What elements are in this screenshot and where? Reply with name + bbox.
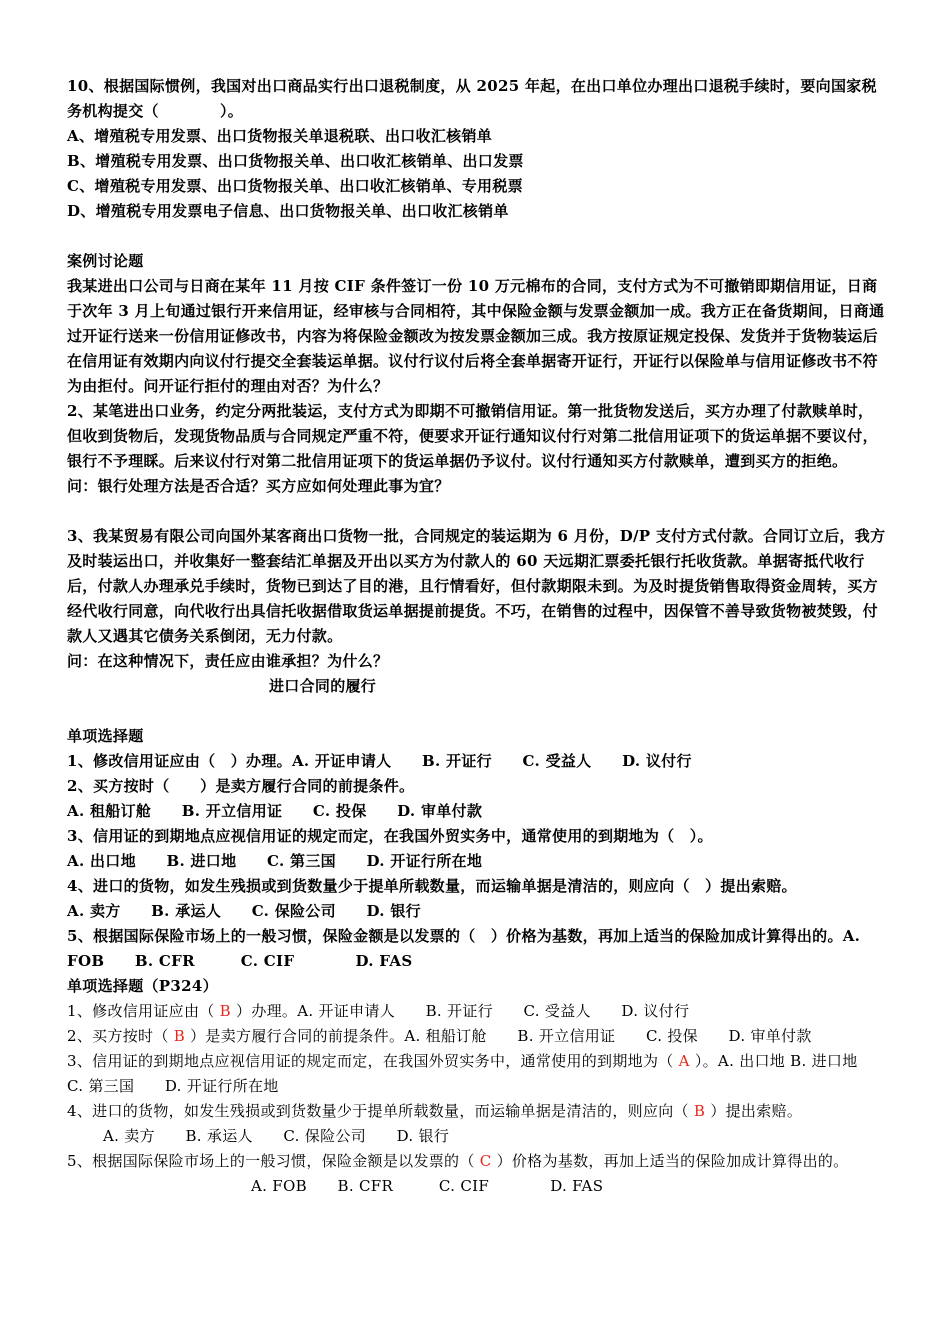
answer-5-post: ）价格为基数，再加上适当的保险加成计算得出的。 [491, 1152, 849, 1170]
answer-question-5-options: A. FOB B. CFR C. CIF D. FAS [251, 1177, 604, 1195]
answer-2-key: B [173, 1027, 186, 1045]
answer-question-4 [67, 1099, 888, 1124]
answer-4-post: ）提出索赔。 [705, 1102, 803, 1120]
mc-question-4-options: A. 卖方 B. 承运人 C. 保险公司 D. 银行 [67, 902, 421, 920]
spacer [67, 224, 888, 249]
question-10-option-d: D、增殖税专用发票电子信息、出口货物报关单、出口收汇核销单 [67, 202, 509, 220]
mc-question-2: 2、买方按时（ ）是卖方履行合同的前提条件。 [67, 777, 415, 795]
answer-question-1 [67, 999, 888, 1024]
answer-5-pre: 5、根据国际保险市场上的一般习惯，保险金额是以发票的（ [67, 1152, 480, 1170]
question-10-option-c: C、增殖税专用发票、出口货物报关单、出口收汇核销单、专用税票 [67, 177, 523, 195]
answer-3-post: ）。A. 出口地 B. 进口地 C. 第三国 D. 开证行所在地 [67, 1052, 889, 1095]
answer-4-key: B [693, 1102, 706, 1120]
mc-heading: 单项选择题 [67, 727, 144, 745]
answer-1-post: ）办理。A. 开证申请人 B. 开证行 C. 受益人 D. 议付行 [230, 1002, 690, 1020]
answer-question-2 [67, 1024, 888, 1049]
answer-question-5 [67, 1149, 888, 1174]
mc-question-4: 4、进口的货物，如发生残损或到货数量少于提单所载数量，而运输单据是清洁的，则应向（ ）提出索赔。 [67, 877, 797, 895]
case-3-question: 问：在这种情况下，责任应由谁承担？为什么？ [67, 652, 389, 670]
mc-question-3: 3、信用证的到期地点应视信用证的规定而定，在我国外贸实务中，通常使用的到期地为（ ）。 [67, 827, 713, 845]
spacer [67, 499, 888, 524]
mc-question-5: 5、根据国际保险市场上的一般习惯，保险金额是以发票的（ ）价格为基数，再加上适当的保险加成计算得出的。A. FOB B. CFR C. CIF D. FAS [67, 927, 861, 970]
answer-question-4-options: A. 卖方 B. 承运人 C. 保险公司 D. 银行 [103, 1127, 450, 1145]
case-2-question: 问：银行处理方法是否合适？买方应如何处理此事为宜？ [67, 477, 450, 495]
spacer [67, 699, 888, 724]
answer-3-key: A [678, 1052, 690, 1070]
answer-1-pre: 1、修改信用证应由（ [67, 1002, 220, 1020]
question-10-option-b: B、增殖税专用发票、出口货物报关单、出口收汇核销单、出口发票 [67, 152, 524, 170]
answer-5-key: C [479, 1152, 492, 1170]
mc-question-2-options: A. 租船订舱 B. 开立信用证 C. 投保 D. 审单付款 [67, 802, 483, 820]
case-1-text: 我某进出口公司与日商在某年 11 月按 CIF 条件签订一份 10 万元棉布的合同，支付方式为不可撤销即期信用证，日商于次年 3 月上旬通过银行开来信用证，经审核与合同相符，其中保险金额与发票金额加一成。我方正在备货期间，日商通过开证行送来一份信用证修改书，内容为将保险金额改为按发票金额加三成。我方按原证规定投保、发货并于货物装运后在信用证有效期内向议付行提交全套装运单据。议付行议付后将全套单据寄开证行，开证行以保险单与信用证修改书不符为由拒付。问开证行拒付的理由对否？为什么？ [67, 277, 885, 395]
answer-1-key: B [219, 1002, 231, 1020]
case-2-text: 2、某笔进出口业务，约定分两批装运，支付方式为即期不可撤销信用证。第一批货物发送后，买方办理了付款赎单时，但收到货物后，发现货物品质与合同规定严重不符，便要求开证行通知议付行对第二批信用证项下的货运单据不要议付，银行不予理睬。后来议付行对第二批信用证项下的货运单据仍予议付。议付行通知买方付款赎单，遭到买方的拒绝。 [67, 402, 878, 470]
question-10-option-a: A、增殖税专用发票、出口货物报关单退税联、出口收汇核销单 [67, 127, 493, 145]
answers-heading: 单项选择题（P324） [67, 977, 218, 995]
section-title: 进口合同的履行 [269, 677, 377, 695]
answer-3-pre: 3、信用证的到期地点应视信用证的规定而定，在我国外贸实务中，通常使用的到期地为（ [67, 1052, 679, 1070]
mc-question-3-options: A. 出口地 B. 进口地 C. 第三国 D. 开证行所在地 [67, 852, 483, 870]
mc-question-1: 1、修改信用证应由（ ）办理。A. 开证申请人 B. 开证行 C. 受益人 D. 议付行 [67, 752, 692, 770]
case-discussion-heading: 案例讨论题 [67, 252, 144, 270]
answer-2-pre: 2、买方按时（ [67, 1027, 174, 1045]
case-3-text: 3、我某贸易有限公司向国外某客商出口货物一批，合同规定的装运期为 6 月份，D/P 支付方式付款。合同订立后，我方及时装运出口，并收集好一整套结汇单据及开出以买方为付款人的 60 天远期汇票委托银行托收货款。单据寄抵代收行后，付款人办理承兑手续时，货物已到达了目的港，且行情看好，但付款期限未到。为及时提货销售取得资金周转，买方经代收行同意，向代收行出具信托收据借取货运单据提前提货。不巧，在销售的过程中，因保管不善导致货物被焚毁，付款人又遇其它债务关系倒闭，无力付款。 [67, 527, 886, 645]
answer-2-post: ）是卖方履行合同的前提条件。A. 租船订舱 B. 开立信用证 C. 投保 D. 审单付款 [185, 1027, 812, 1045]
answer-4-pre: 4、进口的货物，如发生残损或到货数量少于提单所载数量，而运输单据是清洁的，则应向（ [67, 1102, 694, 1120]
answer-question-3 [67, 1049, 888, 1099]
question-10-stem: 10、根据国际惯例，我国对出口商品实行出口退税制度，从 2025 年起，在出口单位办理出口退税手续时，要向国家税务机构提交（ ）。 [67, 77, 877, 120]
